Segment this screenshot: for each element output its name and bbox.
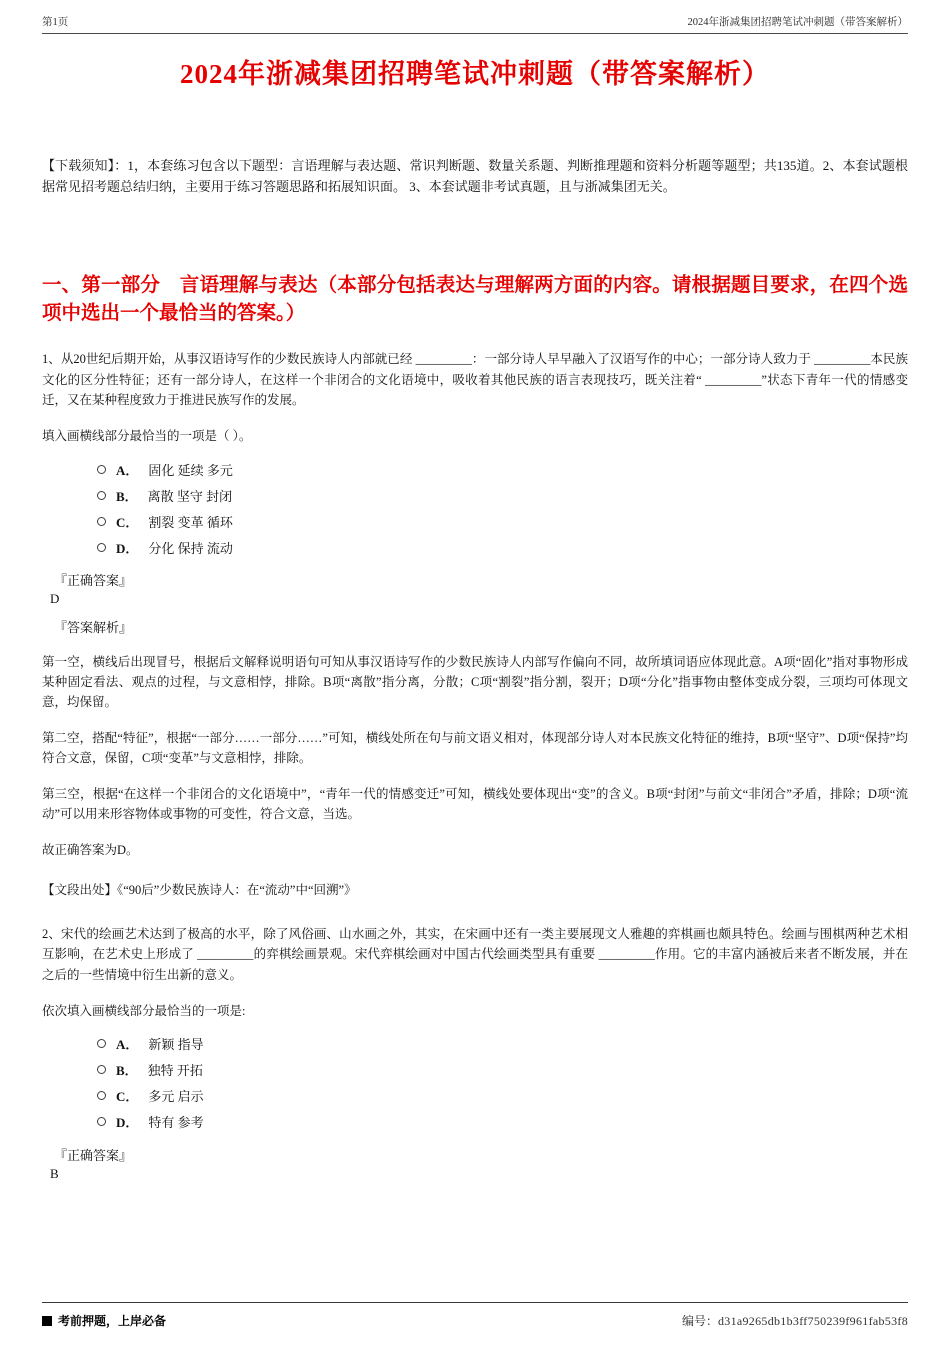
page-number: 第1页 (42, 17, 69, 28)
radio-icon[interactable] (97, 543, 106, 552)
option-letter: B． (116, 1063, 138, 1079)
running-header-title: 2024年浙减集团招聘笔试冲刺题（带答案解析） (687, 17, 908, 28)
document-title: 2024年浙减集团招聘笔试冲刺题（带答案解析） (180, 59, 770, 89)
running-footer (42, 1302, 908, 1329)
radio-icon[interactable] (97, 1091, 106, 1100)
option-letter: A． (116, 462, 139, 478)
serial-label: 编号： (681, 1314, 718, 1328)
option-c[interactable] (42, 508, 908, 534)
analysis-paragraph: 第一空，横线后出现冒号，根据后文解释说明语句可知从事汉语诗写作的少数民族诗人内部写作偏向不同，故所填词语应体现此意。A项“固化”指对事物形成某种固定看法、观点的过程，与文意相悖，排除。B项“离散”指分离，分散；C项“割裂”指分割，裂开；D项“分化”指事物由整体变成分裂，三项均可体现文意，均保留。 (42, 655, 908, 709)
option-c[interactable] (42, 1083, 908, 1109)
download-notice: 【下载须知】：1，本套练习包含以下题型：言语理解与表达题、常识判断题、数量关系题、判断推理题和资料分析题等题型；共135道。2、本套试题根据常见招考题总结归纳，主要用于练习答题思路和拓展知识面。 3、本套试题非考试真题，且与浙减集团无关。 (42, 158, 908, 195)
radio-icon[interactable] (97, 1065, 106, 1074)
analysis-conclusion: 故正确答案为D。 (42, 843, 139, 857)
running-header (42, 14, 908, 34)
question-1 (42, 349, 908, 898)
option-b[interactable] (42, 482, 908, 508)
options-group (42, 1031, 908, 1135)
option-text: 独特 开拓 (147, 1063, 203, 1079)
option-letter: D． (116, 540, 139, 556)
question-prompt: 填入画横线部分最恰当的一项是（ ）。 (42, 429, 252, 443)
option-d[interactable] (42, 1109, 908, 1135)
question-prompt: 依次填入画横线部分最恰当的一项是: (42, 1003, 246, 1018)
option-text: 特有 参考 (148, 1115, 204, 1131)
question-2 (42, 924, 908, 1182)
correct-answer-value: D (50, 591, 60, 606)
option-a[interactable] (42, 456, 908, 482)
correct-answer-label: 『正确答案』 (54, 1147, 133, 1163)
square-bullet-icon (42, 1316, 52, 1326)
analysis-label: 『答案解析』 (54, 620, 133, 635)
radio-icon[interactable] (97, 465, 106, 474)
question-stem: 2、宋代的绘画艺术达到了极高的水平，除了风俗画、山水画之外，其实，在宋画中还有一类主要展现文人雅趣的弈棋画也颇具特色。绘画与围棋两种艺术相互影响，在艺术史上形成了 _________的弈棋绘画景观。宋代弈棋绘画对中国古代绘画类型具有重要 _________作用。它的丰富内涵被后来者不断发展，并在之后的一些情境中衍生出新的意义。 (42, 927, 908, 982)
option-a[interactable] (42, 1031, 908, 1057)
serial-value: d31a9265db1b3ff750239f961fab53f8 (717, 1314, 908, 1328)
analysis-paragraph: 第二空，搭配“特征”，根据“一部分……一部分……”可知，横线处所在句与前文语义相对，体现部分诗人对本民族文化特征的维持，B项“坚守”、D项“保持”均符合文意，保留，C项“变革”与文意相悖，排除。 (42, 731, 908, 765)
option-text: 多元 启示 (148, 1089, 204, 1105)
radio-icon[interactable] (97, 491, 106, 500)
option-text: 离散 坚守 封闭 (147, 488, 233, 504)
question-stem: 1、从20世纪后期开始，从事汉语诗写作的少数民族诗人内部就已经 _________：一部分诗人早早融入了汉语写作的中心；一部分诗人致力于 _________本民族文化的区分性特征；还有一部分诗人，在这样一个非闭合的文化语境中，吸收着其他民族的语言表现技巧，既关注着“ _________”状态下青年一代的情感变迁，又在某种程度致力于推进民族写作的发展。 (42, 352, 908, 407)
radio-icon[interactable] (97, 1117, 106, 1126)
option-text: 固化 延续 多元 (148, 462, 233, 478)
passage-source: 【文段出处】《“90后”少数民族诗人：在“流动”中“回溯”》 (42, 883, 357, 897)
options-group (42, 456, 908, 560)
option-text: 割裂 变革 循环 (148, 514, 233, 530)
option-d[interactable] (42, 534, 908, 560)
option-letter: C． (116, 514, 139, 530)
option-letter: C． (116, 1089, 139, 1105)
radio-icon[interactable] (97, 1039, 106, 1048)
option-letter: D． (116, 1115, 139, 1131)
correct-answer-value: B (50, 1165, 59, 1181)
footer-serial (682, 1312, 908, 1329)
option-text: 分化 保持 流动 (148, 540, 233, 556)
analysis-paragraph: 第三空，根据“在这样一个非闭合的文化语境中”，“青年一代的情感变迁”可知，横线处要体现出“变”的含义。B项“封闭”与前文“非闭合”矛盾，排除；D项“流动”可以用来形容物体或事物的可变性，符合文意，当选。 (42, 787, 908, 821)
footer-slogan-text: 考前押题，上岸必备 (58, 1314, 167, 1328)
footer-slogan (42, 1312, 166, 1329)
option-b[interactable] (42, 1057, 908, 1083)
option-letter: B． (116, 488, 138, 504)
option-letter: A． (116, 1037, 139, 1053)
section-heading: 一、第一部分 言语理解与表达（本部分包括表达与理解两方面的内容。请根据题目要求，在四个选项中选出一个最恰当的答案。） (42, 274, 908, 324)
correct-answer-label: 『正确答案』 (54, 573, 133, 588)
radio-icon[interactable] (97, 517, 106, 526)
option-text: 新颖 指导 (148, 1037, 204, 1053)
